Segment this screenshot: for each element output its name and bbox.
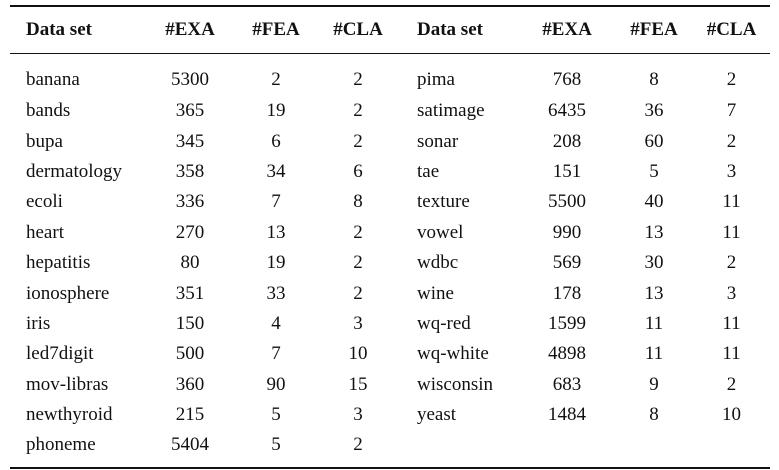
dataset-name-cell: dermatology (26, 160, 123, 182)
table-row (10, 278, 770, 308)
value-cell: 2 (353, 100, 363, 122)
value-cell: 1484 (548, 404, 586, 426)
value-cell: 8 (649, 404, 659, 426)
value-cell: 10 (348, 343, 368, 365)
value-cell: 270 (175, 221, 205, 243)
dataset-name-cell: tae (417, 160, 440, 182)
header-cell: #EXA (165, 19, 215, 40)
dataset-table-container (10, 5, 770, 469)
header-cell: Data set (26, 19, 92, 40)
value-cell: 8 (649, 69, 659, 90)
value-cell: 768 (552, 69, 582, 90)
value-cell: 208 (552, 130, 582, 152)
value-cell: 34 (266, 160, 286, 182)
dataset-name-cell: led7digit (26, 343, 94, 365)
value-cell: 5404 (171, 434, 209, 456)
value-cell: 351 (175, 282, 205, 304)
value-cell: 5500 (548, 191, 586, 213)
value-cell: 4898 (548, 343, 586, 365)
dataset-name-cell: texture (417, 191, 470, 213)
value-cell: 6 (353, 160, 363, 182)
value-cell: 2 (353, 221, 363, 243)
table-row (10, 218, 770, 248)
value-cell: 13 (644, 282, 664, 304)
dataset-name-cell: wine (417, 282, 454, 304)
value-cell: 6 (271, 130, 281, 152)
table-row (10, 126, 770, 156)
value-cell: 11 (722, 343, 741, 365)
value-cell: 2 (726, 373, 737, 395)
value-cell: 7 (726, 100, 737, 122)
value-cell: 3 (353, 312, 363, 334)
value-cell: 3 (726, 282, 737, 304)
value-cell: 60 (644, 130, 664, 152)
dataset-name-cell: vowel (417, 221, 464, 243)
value-cell: 360 (175, 373, 205, 395)
value-cell: 6435 (548, 100, 586, 122)
dataset-name-cell: bupa (26, 130, 63, 152)
header-cell: Data set (417, 19, 483, 40)
table-row (10, 248, 770, 278)
table-row (10, 157, 770, 187)
value-cell: 90 (266, 373, 286, 395)
header-cell: #CLA (706, 19, 757, 40)
value-cell: 11 (722, 191, 741, 213)
value-cell: 10 (722, 404, 741, 426)
value-cell: 345 (175, 130, 205, 152)
value-cell: 19 (266, 252, 286, 274)
dataset-table (10, 5, 770, 469)
value-cell: 19 (266, 100, 286, 122)
dataset-name-cell: satimage (417, 100, 485, 122)
value-cell (615, 430, 693, 467)
table-row (10, 400, 770, 430)
dataset-name-cell: newthyroid (26, 404, 113, 426)
value-cell: 5 (271, 434, 281, 456)
dataset-name-cell: mov-libras (26, 373, 109, 395)
value-cell: 5300 (171, 69, 209, 90)
value-cell: 15 (348, 373, 368, 395)
value-cell: 358 (175, 160, 205, 182)
value-cell: 8 (353, 191, 363, 213)
value-cell (519, 430, 615, 467)
dataset-name-cell: hepatitis (26, 252, 91, 274)
value-cell: 2 (726, 69, 737, 90)
value-cell: 2 (353, 282, 363, 304)
value-cell: 11 (722, 221, 741, 243)
header-row (10, 6, 770, 54)
value-cell: 5 (649, 160, 659, 182)
dataset-name-cell: wdbc (417, 252, 459, 274)
value-cell: 2 (353, 130, 363, 152)
dataset-name-cell: wisconsin (417, 373, 493, 395)
value-cell: 13 (266, 221, 286, 243)
value-cell: 336 (175, 191, 205, 213)
dataset-name-cell: yeast (417, 404, 457, 426)
header-cell: #FEA (630, 19, 678, 40)
value-cell: 215 (175, 404, 205, 426)
value-cell: 500 (175, 343, 205, 365)
value-cell: 990 (552, 221, 582, 243)
value-cell: 150 (175, 312, 205, 334)
dataset-name-cell: heart (26, 221, 64, 243)
header-cell: #CLA (333, 19, 383, 40)
value-cell: 2 (353, 252, 363, 274)
value-cell: 40 (644, 191, 664, 213)
value-cell: 11 (722, 312, 741, 334)
dataset-name-cell: banana (26, 69, 80, 90)
value-cell: 2 (726, 130, 737, 152)
header-cell: #FEA (252, 19, 300, 40)
value-cell: 683 (552, 373, 582, 395)
table-row (10, 96, 770, 126)
table-row (10, 430, 770, 467)
value-cell: 569 (552, 252, 582, 274)
value-cell: 365 (175, 100, 205, 122)
value-cell: 9 (649, 373, 659, 395)
dataset-name-cell (401, 430, 519, 467)
value-cell: 4 (271, 312, 281, 334)
table-row (10, 187, 770, 217)
dataset-name-cell: pima (417, 69, 455, 90)
value-cell: 151 (552, 160, 582, 182)
value-cell: 30 (644, 252, 664, 274)
value-cell: 3 (353, 404, 363, 426)
dataset-name-cell: ionosphere (26, 282, 110, 304)
value-cell: 5 (271, 404, 281, 426)
table-body (10, 54, 770, 468)
dataset-name-cell: wq-red (417, 312, 471, 334)
table-row (10, 309, 770, 339)
header-cell: #EXA (542, 19, 592, 40)
value-cell: 7 (271, 343, 281, 365)
dataset-name-cell: phoneme (26, 434, 96, 456)
value-cell: 2 (353, 69, 363, 90)
dataset-name-cell: iris (26, 312, 51, 334)
value-cell: 1599 (548, 312, 586, 334)
value-cell: 7 (271, 191, 281, 213)
value-cell: 13 (644, 221, 664, 243)
value-cell: 2 (353, 434, 363, 456)
value-cell: 11 (644, 343, 664, 365)
value-cell: 178 (552, 282, 582, 304)
dataset-name-cell: sonar (417, 130, 459, 152)
value-cell: 11 (644, 312, 664, 334)
value-cell: 33 (266, 282, 286, 304)
table-row (10, 54, 770, 97)
value-cell: 3 (726, 160, 737, 182)
value-cell (693, 430, 770, 467)
dataset-name-cell: wq-white (417, 343, 489, 365)
dataset-name-cell: bands (26, 100, 71, 122)
table-row (10, 370, 770, 400)
table-row (10, 339, 770, 369)
value-cell: 2 (726, 252, 737, 274)
dataset-name-cell: ecoli (26, 191, 63, 213)
value-cell: 2 (271, 69, 281, 90)
value-cell: 80 (180, 252, 200, 274)
value-cell: 36 (644, 100, 664, 122)
